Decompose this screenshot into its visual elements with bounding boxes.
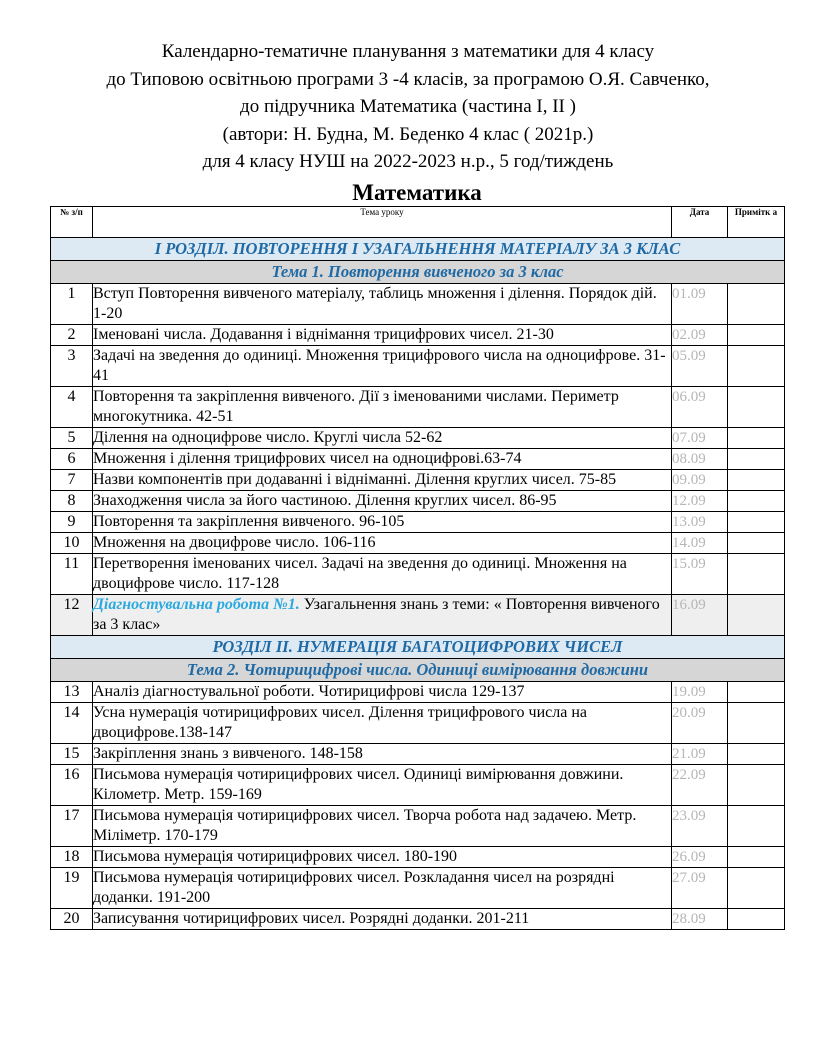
section-row <box>51 636 785 659</box>
lesson-note <box>728 806 785 847</box>
lesson-topic: Аналіз діагностувальної роботи. Чотирицифрові числа 129-137 <box>93 682 672 703</box>
section-row <box>51 238 785 261</box>
lesson-row <box>51 765 785 806</box>
lesson-note <box>728 387 785 428</box>
lesson-topic: Усна нумерація чотирицифрових чисел. Ділення трицифрового числа на двоцифрове.138-147 <box>93 703 672 744</box>
lesson-note <box>728 325 785 346</box>
lesson-number: 11 <box>51 554 93 595</box>
lesson-note <box>728 703 785 744</box>
lesson-number: 3 <box>51 346 93 387</box>
lesson-date: 20.09 <box>672 703 728 744</box>
lesson-note <box>728 449 785 470</box>
lesson-topic: Вступ Повторення вивченого матеріалу, таблиць множення і ділення. Порядок дій. 1-20 <box>93 284 672 325</box>
column-header-topic: Тема уроку <box>93 207 672 238</box>
lesson-row <box>51 428 785 449</box>
subject-title: Математика <box>352 180 482 205</box>
lesson-note <box>728 765 785 806</box>
lesson-date: 21.09 <box>672 744 728 765</box>
header-line-4: (автори: Н. Будна, М. Беденко 4 клас ( 2021р.) <box>222 123 594 145</box>
lesson-date: 07.09 <box>672 428 728 449</box>
header-line-3: до підручника Математика (частина І, ІІ ) <box>240 96 576 117</box>
lesson-topic: Задачі на зведення до одиниці. Множення трицифрового числа на одноцифрове. 31-41 <box>93 346 672 387</box>
lesson-row <box>51 387 785 428</box>
lesson-topic: Письмова нумерація чотирицифрових чисел. 180-190 <box>93 847 672 868</box>
lesson-number: 14 <box>51 703 93 744</box>
column-header-note: Примітк а <box>728 207 785 238</box>
lesson-date: 22.09 <box>672 765 728 806</box>
lesson-topic: Назви компонентів при додаванні і відніманні. Ділення круглих чисел. 75-85 <box>93 470 672 491</box>
lesson-date: 26.09 <box>672 847 728 868</box>
section-title: І РОЗДІЛ. ПОВТОРЕННЯ І УЗАГАЛЬНЕННЯ МАТЕРІАЛУ ЗА 3 КЛАС <box>51 238 785 261</box>
lesson-number: 2 <box>51 325 93 346</box>
header-line-2: до Типовою освітньою програми 3 -4 класів, за програмою О.Я. Савченко, <box>106 68 710 90</box>
lesson-number: 18 <box>51 847 93 868</box>
lesson-topic: Письмова нумерація чотирицифрових чисел. Творча робота над задачею. Метр. Міліметр. 170-179 <box>93 806 672 847</box>
lesson-number: 20 <box>51 909 93 930</box>
lesson-topic: Записування чотирицифрових чисел. Розрядні доданки. 201-211 <box>93 909 672 930</box>
lesson-number: 12 <box>51 595 93 636</box>
lesson-date: 05.09 <box>672 346 728 387</box>
theme-row <box>51 659 785 682</box>
lesson-date: 23.09 <box>672 806 728 847</box>
lesson-date: 01.09 <box>672 284 728 325</box>
lesson-note <box>728 533 785 554</box>
lesson-row <box>51 868 785 909</box>
lesson-row <box>51 449 785 470</box>
lesson-date: 27.09 <box>672 868 728 909</box>
lesson-row <box>51 703 785 744</box>
lesson-date: 09.09 <box>672 470 728 491</box>
lesson-date: 16.09 <box>672 595 728 636</box>
lesson-row <box>51 806 785 847</box>
lesson-row <box>51 346 785 387</box>
lesson-number: 5 <box>51 428 93 449</box>
theme-title: Тема 1. Повторення вивченого за 3 клас <box>51 261 785 284</box>
lesson-number: 13 <box>51 682 93 703</box>
lesson-note <box>728 512 785 533</box>
lesson-topic: Перетворення іменованих чисел. Задачі на зведення до одиниці. Множення на двоцифрове число. 117-128 <box>93 554 672 595</box>
lesson-topic: Знаходження числа за його частиною. Ділення круглих чисел. 86-95 <box>93 491 672 512</box>
lesson-number: 19 <box>51 868 93 909</box>
lesson-row <box>51 595 785 636</box>
lesson-number: 10 <box>51 533 93 554</box>
lesson-date: 02.09 <box>672 325 728 346</box>
lesson-plan-table <box>50 206 785 930</box>
lesson-topic: Множення і ділення трицифрових чисел на одноцифрові.63-74 <box>93 449 672 470</box>
lesson-number: 7 <box>51 470 93 491</box>
lesson-row <box>51 744 785 765</box>
lesson-number: 15 <box>51 744 93 765</box>
lesson-topic: Іменовані числа. Додавання і віднімання трицифрових чисел. 21-30 <box>93 325 672 346</box>
lesson-number: 1 <box>51 284 93 325</box>
lesson-date: 15.09 <box>672 554 728 595</box>
column-header-num: № з/п <box>51 207 93 238</box>
lesson-note <box>728 595 785 636</box>
lesson-note <box>728 909 785 930</box>
lesson-date: 08.09 <box>672 449 728 470</box>
lesson-date: 06.09 <box>672 387 728 428</box>
lesson-number: 9 <box>51 512 93 533</box>
lesson-note <box>728 491 785 512</box>
theme-title: Тема 2. Чотирицифрові числа. Одиниці вимірювання довжини <box>51 659 785 682</box>
lesson-row <box>51 284 785 325</box>
table-header-row <box>51 207 785 238</box>
lesson-row <box>51 491 785 512</box>
column-header-date: Дата <box>672 207 728 238</box>
lesson-topic: Повторення та закріплення вивченого. 96-105 <box>93 512 672 533</box>
lesson-topic: Закріплення знань з вивченого. 148-158 <box>93 744 672 765</box>
diagnostic-work-label: Діагностувальна робота №1. <box>93 596 300 613</box>
lesson-note <box>728 554 785 595</box>
lesson-topic: Повторення та закріплення вивченого. Дії з іменованими числами. Периметр многокутника. 42-51 <box>93 387 672 428</box>
theme-row <box>51 261 785 284</box>
lesson-row <box>51 512 785 533</box>
lesson-number: 8 <box>51 491 93 512</box>
lesson-number: 6 <box>51 449 93 470</box>
lesson-number: 17 <box>51 806 93 847</box>
lesson-row <box>51 470 785 491</box>
lesson-row <box>51 847 785 868</box>
lesson-topic: Письмова нумерація чотирицифрових чисел. Розкладання чисел на розрядні доданки. 191-200 <box>93 868 672 909</box>
lesson-row <box>51 533 785 554</box>
document-header <box>0 38 816 176</box>
lesson-note <box>728 847 785 868</box>
lesson-note <box>728 470 785 491</box>
lesson-note <box>728 868 785 909</box>
lesson-note <box>728 346 785 387</box>
lesson-note <box>728 284 785 325</box>
lesson-date: 14.09 <box>672 533 728 554</box>
lesson-topic <box>93 595 672 636</box>
section-title: РОЗДІЛ ІІ. НУМЕРАЦІЯ БАГАТОЦИФРОВИХ ЧИСЕЛ <box>51 636 785 659</box>
lesson-topic-text: Узагальнення знань з теми: « Повторення вивченого за 3 клас» <box>93 596 660 633</box>
lesson-row <box>51 554 785 595</box>
lesson-number: 16 <box>51 765 93 806</box>
header-line-1: Календарно-тематичне планування з математики для 4 класу <box>161 41 655 62</box>
lesson-topic: Письмова нумерація чотирицифрових чисел. Одиниці вимірювання довжини. Кілометр. Метр. 159-169 <box>93 765 672 806</box>
header-line-5: для 4 класу НУШ на 2022-2023 н.р., 5 год/тиждень <box>202 151 614 172</box>
lesson-date: 13.09 <box>672 512 728 533</box>
lesson-number: 4 <box>51 387 93 428</box>
lesson-note <box>728 428 785 449</box>
lesson-date: 28.09 <box>672 909 728 930</box>
lesson-topic: Ділення на одноцифрове число. Круглі числа 52-62 <box>93 428 672 449</box>
lesson-note <box>728 744 785 765</box>
lesson-row <box>51 325 785 346</box>
lesson-note <box>728 682 785 703</box>
lesson-date: 19.09 <box>672 682 728 703</box>
lesson-row <box>51 682 785 703</box>
lesson-topic: Множення на двоцифрове число. 106-116 <box>93 533 672 554</box>
lesson-row <box>51 909 785 930</box>
lesson-date: 12.09 <box>672 491 728 512</box>
lesson-plan-body <box>51 238 785 930</box>
